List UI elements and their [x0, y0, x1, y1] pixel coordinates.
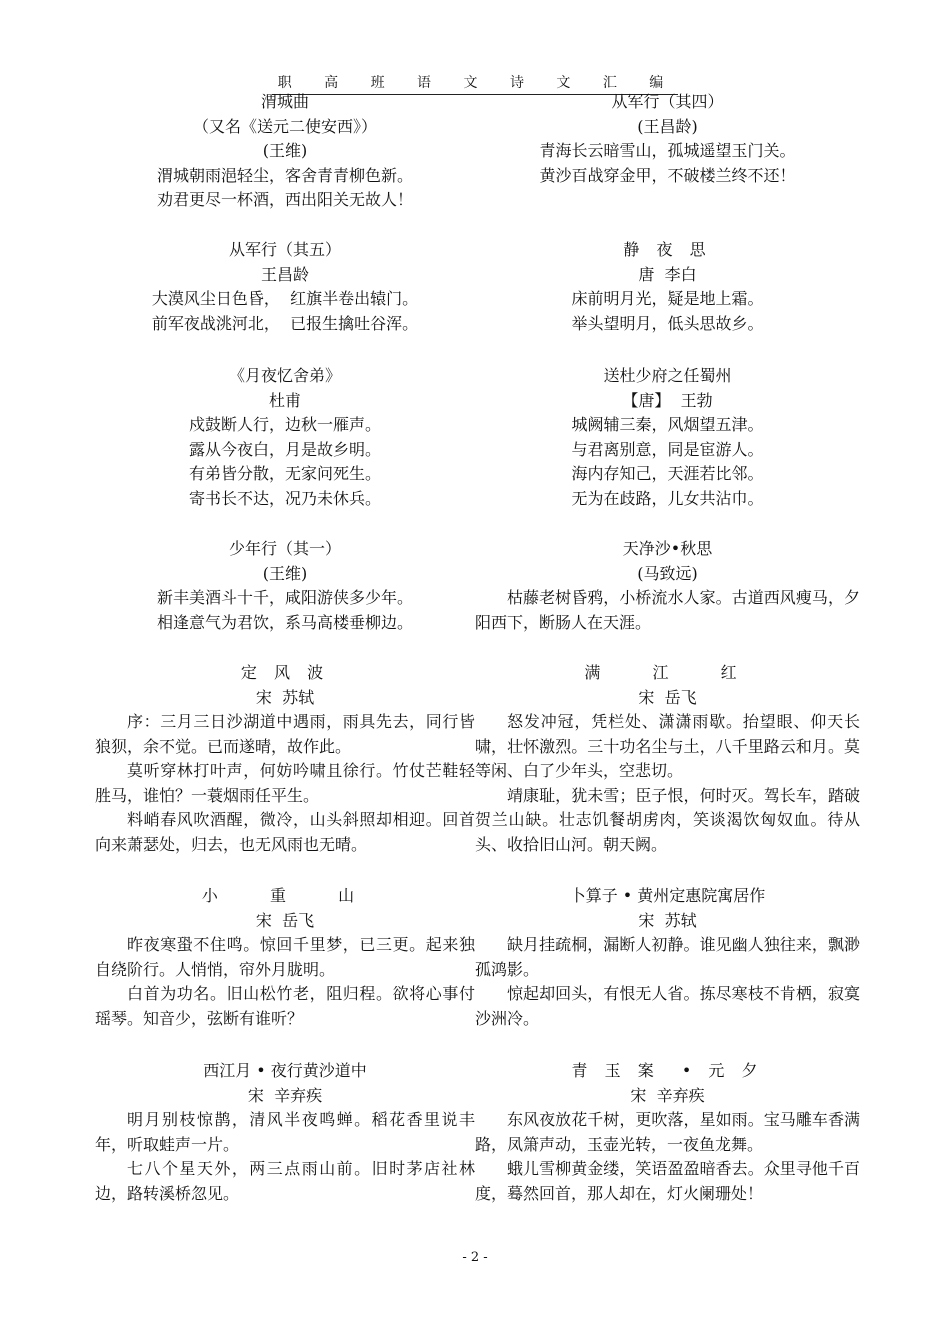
poem-paragraph: 怒发冲冠，凭栏处、潇潇雨歇。抬望眼、仰天长啸，壮怀激烈。三十功名尘与土，八千里路云和月。莫等闲、白了少年头，空悲切。 — [475, 712, 860, 780]
poem-paragraph: 枯藤老树昏鸦，小桥流水人家。古道西风瘦马，夕阳西下，断肠人在天涯。 — [475, 588, 860, 632]
poem-manjianghong — [475, 661, 860, 857]
poem-qingyuan — [475, 1059, 860, 1206]
poem-title: 送杜少府之任蜀州 — [603, 366, 732, 385]
poem-author: 宋 苏轼 — [255, 687, 315, 707]
poem-line: 寄书长不达，况乃未休兵。 — [188, 488, 381, 508]
poem-paragraph: 七八个星天外，两三点雨山前。旧时茅店社林边，路转溪桥忽见。 — [95, 1159, 475, 1203]
poem-author: 杜甫 — [268, 390, 301, 410]
poem-shaonianxing — [95, 537, 475, 635]
poem-paragraph: 惊起却回头，有恨无人省。拣尽寒枝不肯栖，寂寞沙洲冷。 — [475, 984, 860, 1028]
poem-paragraph: 缺月挂疏桐，漏断人初静。谁见幽人独往来，飘渺孤鸿影。 — [475, 935, 860, 979]
poem-line: 城阙辅三秦，风烟望五津。 — [571, 415, 764, 434]
page-header — [0, 72, 950, 92]
poem-paragraph: 莫听穿林打叶声，何妨吟啸且徐行。竹仗芒鞋轻胜马，谁怕？一蓑烟雨任平生。 — [95, 761, 475, 805]
poem-songdushaofu — [475, 364, 860, 511]
poem-author: 【唐】 王勃 — [622, 390, 713, 410]
poem-paragraph: 昨夜寒蛩不住鸣。惊回千里梦，已三更。起来独自绕阶行。人悄悄，帘外月胧明。 — [95, 935, 475, 979]
poem-weichengqu — [95, 90, 475, 213]
poem-title: 从军行（其五） — [228, 240, 341, 259]
poem-author: (王维) — [262, 141, 308, 160]
poem-congjunxing-4 — [475, 90, 860, 188]
poem-author: (王昌龄) — [637, 116, 698, 136]
poem-subtitle: （又名《送元二使安西》） — [192, 116, 377, 136]
poem-title: 满 江 红 — [584, 663, 751, 682]
poem-line: 有弟皆分散，无家问死生。 — [188, 464, 381, 483]
poem-paragraph: 靖康耻，犹未雪；臣子恨，何时灭。驾长车，踏破贺兰山缺。壮志饥餐胡虏肉，笑谈渴饮匈奴血。待从头、收拾旧山河。朝天阙。 — [475, 785, 860, 854]
poem-title: 静 夜 思 — [623, 240, 712, 259]
poem-paragraph: 东风夜放花千树，更吹落，星如雨。宝马雕车香满路，凤箫声动，玉壶光转，一夜鱼龙舞。 — [475, 1110, 860, 1154]
poem-author: 宋 辛弃疾 — [247, 1085, 323, 1105]
poem-paragraph: 白首为功名。旧山松竹老，阻归程。欲将心事付瑶琴。知音少，弦断有谁听？ — [95, 984, 475, 1028]
poem-paragraph: 蛾儿雪柳黄金缕，笑语盈盈暗香去。众里寻他千百度，蓦然回首，那人却在，灯火阑珊处！ — [475, 1159, 860, 1203]
poem-line: 大漠风尘日色昏， 红旗半卷出辕门。 — [151, 289, 419, 308]
header-title: 职 高 班 语 文 诗 文 汇 编 — [272, 72, 679, 95]
poem-paragraph: 序：三月三日沙湖道中遇雨，雨具先去，同行皆狼狈，余不觉。已而遂晴，故作此。 — [95, 712, 475, 756]
poem-congjunxing-5 — [95, 238, 475, 336]
poem-line: 前军夜战洮河北， 已报生擒吐谷浑。 — [151, 313, 419, 333]
poem-author: 宋 辛弃疾 — [630, 1085, 705, 1105]
poem-paragraph: 料峭春风吹酒醒，微冷，山头斜照却相迎。回首向来萧瑟处，归去，也无风雨也无晴。 — [95, 810, 475, 854]
poem-author: 宋 岳飞 — [255, 910, 315, 930]
poem-line: 相逢意气为君饮，系马高楼垂柳边。 — [156, 612, 413, 632]
poem-title: 定 风 波 — [240, 663, 330, 682]
poem-title: 卜算子 • 黄州定惠院寓居作 — [569, 886, 766, 905]
poem-title: 《月夜忆舍弟》 — [228, 366, 341, 385]
poem-yueye — [95, 364, 475, 511]
poem-line: 渭城朝雨浥轻尘，客舍青青柳色新。 — [156, 165, 413, 185]
poem-line: 戍鼓断人行，边秋一雁声。 — [188, 415, 381, 434]
poem-line: 与君离别意，同是宦游人。 — [571, 439, 764, 459]
poem-dingfengbo — [95, 661, 475, 857]
poem-title: 少年行（其一） — [228, 539, 341, 558]
poem-title: 从军行（其四） — [611, 92, 724, 111]
poem-author: 宋 岳飞 — [638, 687, 697, 707]
poem-jingyesi — [475, 238, 860, 336]
poem-line: 海内存知己，天涯若比邻。 — [571, 464, 764, 483]
poem-line: 黄沙百战穿金甲，不破楼兰终不还！ — [539, 165, 796, 185]
poem-title: 小 重 山 — [201, 886, 369, 905]
page-number: - 2 - — [462, 1250, 488, 1265]
poem-line: 举头望明月，低头思故乡。 — [571, 313, 764, 333]
poem-author: (王维) — [262, 563, 308, 583]
poem-author: (马致远) — [637, 563, 698, 583]
poem-busuanzi — [475, 884, 860, 1031]
poem-line: 新丰美酒斗十千，咸阳游侠多少年。 — [156, 588, 413, 607]
poem-author: 宋 苏轼 — [638, 910, 697, 930]
poem-title: 渭城曲 — [260, 92, 309, 111]
poem-paragraph: 明月别枝惊鹊，清风半夜鸣蝉。稻花香里说丰年，听取蛙声一片。 — [95, 1110, 475, 1154]
poem-author: 王昌龄 — [260, 264, 309, 284]
poem-title: 青 玉 案 • 元 夕 — [571, 1061, 764, 1080]
poem-author: 唐 李白 — [638, 264, 697, 284]
poem-line: 露从今夜白，月是故乡明。 — [188, 439, 381, 459]
poem-line: 劝君更尽一杯酒，西出阳关无故人！ — [156, 190, 413, 209]
poem-xiaochongshan — [95, 884, 475, 1031]
poem-tianjingsha — [475, 537, 860, 635]
poem-title: 西江月 • 夜行黄沙道中 — [203, 1061, 367, 1080]
poem-title: 天净沙•秋思 — [622, 539, 713, 558]
poem-line: 床前明月光，疑是地上霜。 — [571, 289, 764, 308]
poem-line: 无为在歧路，儿女共沾巾。 — [571, 488, 764, 508]
poem-xijiangyue — [95, 1059, 475, 1206]
poem-line: 青海长云暗雪山，孤城遥望玉门关。 — [539, 141, 796, 160]
